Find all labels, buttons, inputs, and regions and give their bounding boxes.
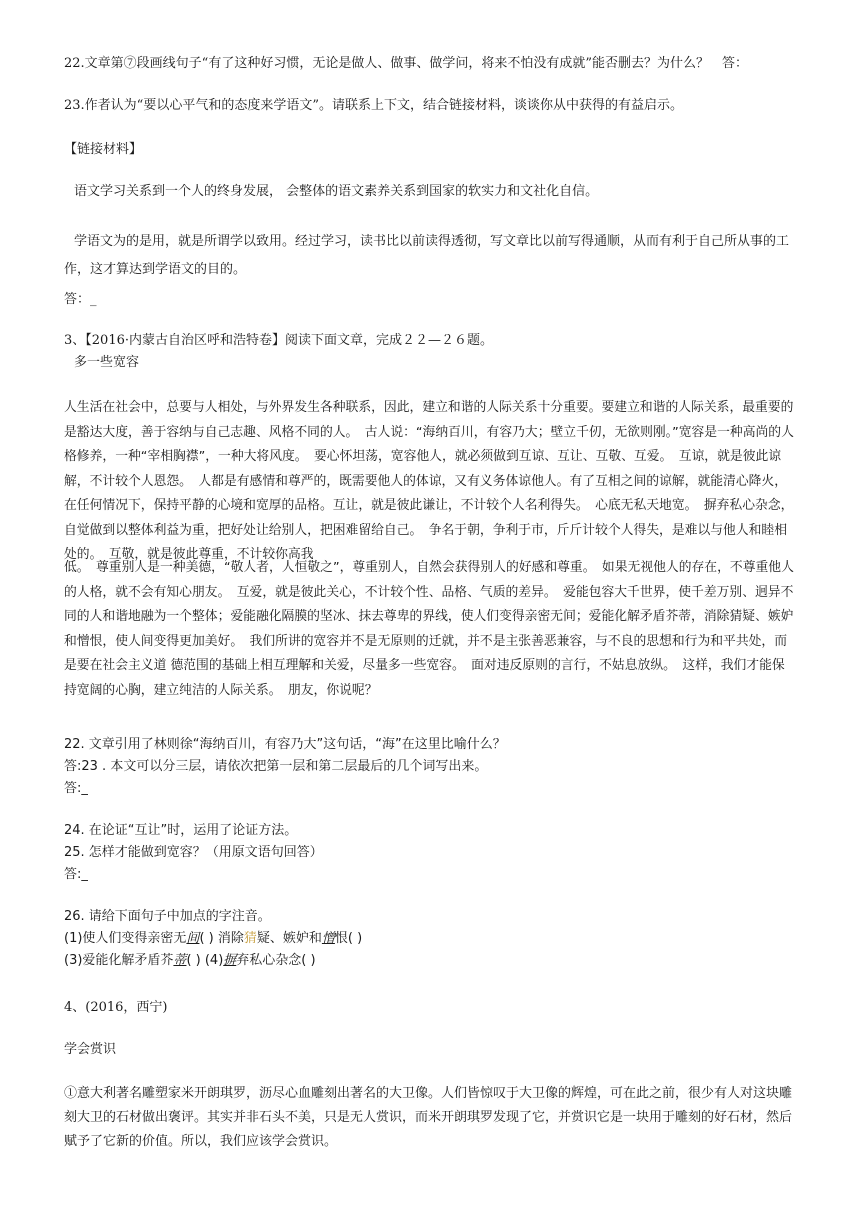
q26-text: 疑、嫉妒和 <box>256 931 322 946</box>
question-22: 22. 文章引用了林则徐“海纳百川，有容乃大”这句话，“海”在这里比喻什么？ <box>64 737 506 752</box>
q26-text: 弃私心杂念( ) <box>236 953 316 968</box>
dotted-character: 摒 <box>223 953 237 968</box>
q26-text: (3)爱能化解矛盾芥 <box>64 953 174 968</box>
passage-paragraph-2: 低。 尊重别人是一种美德，“敬人者，人恒敬之”，尊重别人，自然会获得别人的好感和尊重。 如果无视他人的存在，不尊重他人的人格，就不会有知心朋友。 互爱，就是彼此关心，不计较个性、品格、气质的差异。 爱能包容大千世界，使千差万别、迥异不同的人和谐地融为一个整体；爱能融化隔膜的坚冰、抹去尊卑的界线，使人们变得亲密无间；爱能化解矛盾芥蒂，消除猜疑、嫉妒和憎恨，使人间变得更加美好。 我们所讲的宽容并不是无原则的迁就，并不是主张善恶兼容，与不良的思想和行为和平共处，而是要在社会主义道 德范围的基础上相互理解和关爱，尽量多一些宽容。 面对违反原则的言行，不姑息放纵。 这样，我们才能保持宽阔的心胸，建立纯洁的人际关系。 朋友，你说呢？ <box>64 560 794 698</box>
question-25: 25. 怎样才能做到宽容？（用原文语句回答） <box>64 845 323 860</box>
question-22-answer-and-23: 答:23 . 本文可以分三层，请依次把第一层和第二层最后的几个词写出来。 <box>64 759 488 774</box>
link-material-title: 【链接材料】 <box>64 142 143 157</box>
question-23-top: 23.作者认为“要以心平气和的态度来学语文”。请联系上下文，结合链接材料，谈谈你从中获得的有益启示。 <box>64 98 683 113</box>
q26-text: 恨( ) <box>334 931 363 946</box>
q26-text: ( ) (4) <box>186 953 224 968</box>
dotted-character: 憎 <box>321 931 335 946</box>
link-material-paragraph-2: 学语文为的是用，就是所谓学以致用。经过学习，读书比以前读得透彻，写文章比以前写得通顺，从而有利于自己所从事的工作，这才算达到学语文的目的。 <box>64 234 790 277</box>
question-22-top: 22.文章第⑦段画线句子“有了这种好习惯，无论是做人、做事、做学问，将来不怕没有成就”能否删去？为什么？ 答： <box>64 56 748 71</box>
q26-text: ( ) 消除 <box>199 931 244 946</box>
section-3-title: 多一些宽容 <box>74 355 140 370</box>
answer-line: 答：_ <box>64 292 97 307</box>
section-4-paragraph-1: ①意大利著名雕塑家米开朗琪罗，沥尽心血雕刻出著名的大卫像。人们皆惊叹于大卫像的辉煌，可在此之前，很少有人对这块雕刻大卫的石材做出褒评。其实并非石头不美，只是无人赏识，而米开朗琪罗发现了它，并赏识它是一块用于雕刻的好石材，然后赋予了它新的价值。所以，我们应该学会赏识。 <box>64 1086 793 1149</box>
dotted-character: 间 <box>186 931 200 946</box>
question-24: 24. 在论证“互让”时，运用了论证方法。 <box>64 823 298 838</box>
answer-line: 答:_ <box>64 781 88 796</box>
section-3-heading: 3、【2016·内蒙古自治区呼和浩特卷】阅读下面文章，完成２２—２６题。 <box>64 333 493 348</box>
passage-paragraph-1: 人生活在社会中，总要与人相处，与外界发生各种联系，因此，建立和谐的人际关系十分重要。要建立和谐的人际关系，最重要的是豁达大度，善于容纳与自己志趣、风格不同的人。 古人说：“海纳百川，有容乃大；壁立千仞，无欲则刚。”宽容是一种高尚的人格修养，一种“宰相胸襟”，一种大将风度。 要心怀坦荡，宽容他人，就必须做到互谅、互让、互敬、互爱。 互谅，就是彼此谅解，不计较个人恩怨。 人都是有感情和尊严的，既需要他人的体谅，又有义务体谅他人。有了互相之间的谅解，就能清心降火，在任何情况下，保持平静的心境和宽厚的品格。互让，就是彼此谦让，不计较个人名利得失。 心底无私天地宽。 摒弃私心杂念，自觉做到以整体利益为重，把好处让给别人，把困难留给自己。 争名于朝，争利于市，斤斤计较个人得失，是难以与他人和睦相处的。 互敬，就是彼此尊重，不计较你高我 <box>64 400 794 562</box>
section-4-title: 学会赏识 <box>64 1042 117 1057</box>
dotted-character: 蒂 <box>173 953 187 968</box>
question-26: 26. 请给下面句子中加点的字注音。 <box>64 909 271 924</box>
section-4-heading: 4、(2016，西宁) <box>64 1000 168 1015</box>
question-26-item-2 <box>64 950 794 972</box>
answer-line: 答:_ <box>64 867 88 882</box>
question-26-item-1 <box>64 928 794 950</box>
q26-text: (1)使人们变得亲密无 <box>64 931 187 946</box>
dotted-character: 猜 <box>243 931 257 946</box>
link-material-paragraph-1: 语文学习关系到一个人的终身发展， 会整体的语文素养关系到国家的软实力和文社化自信。 <box>74 184 599 199</box>
